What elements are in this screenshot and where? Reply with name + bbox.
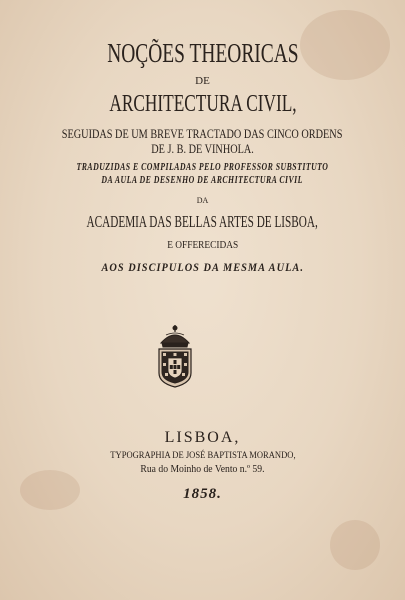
title-connector <box>0 76 405 87</box>
imprint-address-text: Rua do Moinho de Vento n.º 59. <box>140 464 265 475</box>
translator-line-2 <box>0 176 405 186</box>
academy-name-text: ACADEMIA DAS BELLAS ARTES DE LISBOA, <box>86 212 319 231</box>
paper-stain <box>330 520 380 570</box>
subtitle-line-1-text: SEGUIDAS DE UM BREVE TRACTADO DAS CINCO ORDENS <box>62 127 343 141</box>
dedication-line-text: AOS DISCIPULOS DA MESMA AULA. <box>101 260 304 274</box>
main-title-line-2-text: ARCHITECTURA CIVIL, <box>108 91 297 117</box>
imprint-year <box>0 487 405 502</box>
imprint-printer-text: TYPOGRAPHIA DE JOSÉ BAPTISTA MORANDO, <box>109 451 296 461</box>
translator-line-2-text: DA AULA DE DESENHO DE ARCHITECTURA CIVIL <box>101 175 304 186</box>
offered-line <box>0 240 405 251</box>
main-title-line-2 <box>0 92 405 116</box>
academy-name <box>0 213 405 230</box>
subtitle-line-2-text: DE J. B. DE VINHOLA. <box>151 142 254 156</box>
imprint-year-text: 1858. <box>183 486 222 502</box>
title-connector-text: DE <box>195 75 210 87</box>
offered-line-text: E OFFERECIDAS <box>167 239 238 251</box>
subtitle-line-2 <box>0 143 405 156</box>
imprint-address <box>0 465 405 476</box>
imprint-printer <box>0 452 405 462</box>
connector-da-text: DA <box>196 196 209 205</box>
imprint-city <box>0 430 405 446</box>
translator-line-1 <box>0 163 405 173</box>
main-title-text: NOÇÕES THEORICAS <box>106 38 299 68</box>
connector-da <box>0 197 405 205</box>
subtitle-line-1 <box>0 128 405 141</box>
translator-line-1-text: TRADUZIDAS E COMPILADAS PELO PROFESSOR SUBSTITUTO <box>76 162 329 173</box>
main-title <box>0 40 405 67</box>
imprint-city-text: LISBOA, <box>164 429 241 446</box>
portuguese-royal-coat-of-arms-icon <box>153 323 197 389</box>
dedication-line <box>0 261 405 273</box>
